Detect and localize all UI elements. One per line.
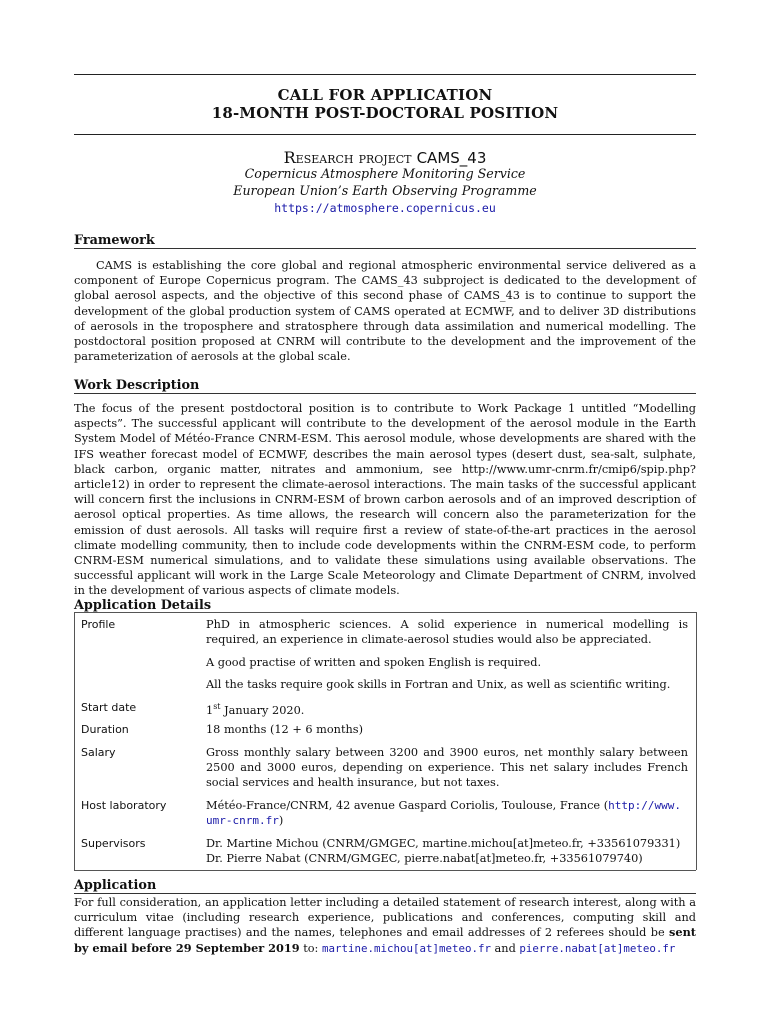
title-line-1: CALL FOR APPLICATION [277, 86, 493, 104]
programme-name: European Union’s Earth Observing Programme [233, 183, 537, 198]
host-close-paren: ) [278, 814, 284, 828]
start-date-label: Start date [81, 701, 137, 714]
details-heading: Application Details [74, 598, 212, 613]
supervisor-2: Dr. Pierre Nabat (CNRM/GMGEC, pierre.nabat[at]meteo.fr, +33561079740) [206, 852, 643, 865]
host-laboratory-value [206, 798, 688, 828]
details-table-left [74, 612, 75, 870]
profile-text-3: All the tasks require gook skills in Fortran and Unix, as well as scientific writing. [206, 678, 671, 691]
framework-heading: Framework [74, 233, 155, 248]
project-heading [74, 148, 696, 167]
host-url-link-part1[interactable]: http://www. [608, 799, 681, 812]
details-table-top [74, 612, 696, 613]
application-heading: Application [74, 878, 157, 893]
host-address: Météo-France/CNRM, 42 avenue Gaspard Coriolis, Toulouse, France ( [206, 799, 609, 812]
host-url-link-part2[interactable]: umr-cnrm.fr [206, 814, 279, 828]
start-date-value [206, 699, 688, 718]
supervisor-1: Dr. Martine Michou (CNRM/GMGEC, martine.michou[at]meteo.fr, +33561079331) [206, 837, 681, 850]
work-text: The focus of the present postdoctoral position is to contribute to Work Package 1 untitled “Modelling aspects”. The successful applicant will contribute to the development of the aerosol module in the Earth System Model of Météo-France CNRM-ESM. This aerosol module, whose developments are shared with the IFS weather forecast model of ECMWF, describes the main aerosol types (desert dust, sea-salt, sulphate, black carbon, organic matter, nitrates and ammonium, see http://www.umr-cnrm.fr/cmip6/spip.php?article12) in order to represent the climate-aerosol interactions. The main tasks of the successful applicant will concern first the inclusions in CNRM-ESM of brown carbon aerosols and of an improved description of aerosol optical properties. As time allows, the research will concern also the parameterization for the emission of dust aerosols. All tasks will require first a review of state-of-the-art practices in the aerosol climate modelling community, then to include code developments within the CNRM-ESM code, to perform CNRM-ESM numerical simulations, and to validate these simulations using available observations. The successful applicant will work in the Large Scale Meteorology and Climate Department of CNRM, involved in the development of various aspects of climate models. [74, 402, 696, 598]
project-label: Research project [283, 148, 412, 167]
project-code: CAMS_43 [416, 149, 487, 167]
application-and: and [490, 941, 520, 955]
email-link-nabat[interactable]: pierre.nabat[at]meteo.fr [519, 941, 676, 955]
details-table-bottom [74, 870, 696, 871]
profile-text-2: A good practise of written and spoken English is required. [206, 656, 542, 669]
duration-label: Duration [81, 723, 129, 736]
application-rule [74, 893, 696, 894]
details-table-right [696, 612, 697, 870]
email-link-michou[interactable]: martine.michou[at]meteo.fr [321, 941, 491, 955]
application-text [74, 895, 696, 956]
service-name: Copernicus Atmosphere Monitoring Service [244, 166, 526, 181]
framework-text: CAMS is establishing the core global and regional atmospheric environmental service delivered as a component of Europe Copernicus program. The CAMS_43 subproject is dedicated to the development of global aerosol aspects, and the objective of this second phase of CAMS_43 is to continue to support the development of the global production system of CAMS operated at ECMWF, and to deliver 3D distributions of aerosols in the troposphere and stratosphere through data assimilation and numerical modelling. The postdoctoral position proposed at CNRM will contribute to the development and the improvement of the parameterization of aerosols at the global scale. [74, 259, 696, 364]
top-rule [74, 74, 696, 75]
start-day-suffix: st [213, 702, 221, 711]
title-line-2: 18-MONTH POST-DOCTORAL POSITION [211, 104, 559, 122]
framework-rule [74, 248, 696, 249]
start-month-year: January 2020. [220, 703, 305, 717]
application-to: to: [299, 941, 322, 955]
title-rule [74, 134, 696, 135]
salary-label: Salary [81, 746, 116, 759]
application-body: For full consideration, an application letter including a detailed statement of research interest, along with a curriculum vitae (including research experience, publications and conferences, computing skill and different language practises) and the names, telephones and email addresses of 2 referees should be [74, 896, 696, 940]
application-deadline: sent by email before 29 September 2019 [74, 925, 696, 955]
duration-value: 18 months (12 + 6 months) [206, 723, 363, 736]
work-rule [74, 393, 696, 394]
host-laboratory-label: Host laboratory [81, 799, 167, 812]
work-heading: Work Description [74, 378, 200, 393]
supervisors-label: Supervisors [81, 837, 146, 850]
profile-text-1: PhD in atmospheric sciences. A solid experience in numerical modelling is required, an experience in climate-aerosol studies would also be appreciated. [206, 618, 688, 647]
salary-value: Gross monthly salary between 3200 and 3900 euros, net monthly salary between 2500 and 3000 euros, depending on experience. This net salary includes French social services and health insurance, but not taxes. [206, 746, 688, 790]
start-day: 1 [206, 703, 214, 717]
profile-label: Profile [81, 618, 116, 631]
project-url-link[interactable]: https://atmosphere.copernicus.eu [274, 201, 496, 215]
